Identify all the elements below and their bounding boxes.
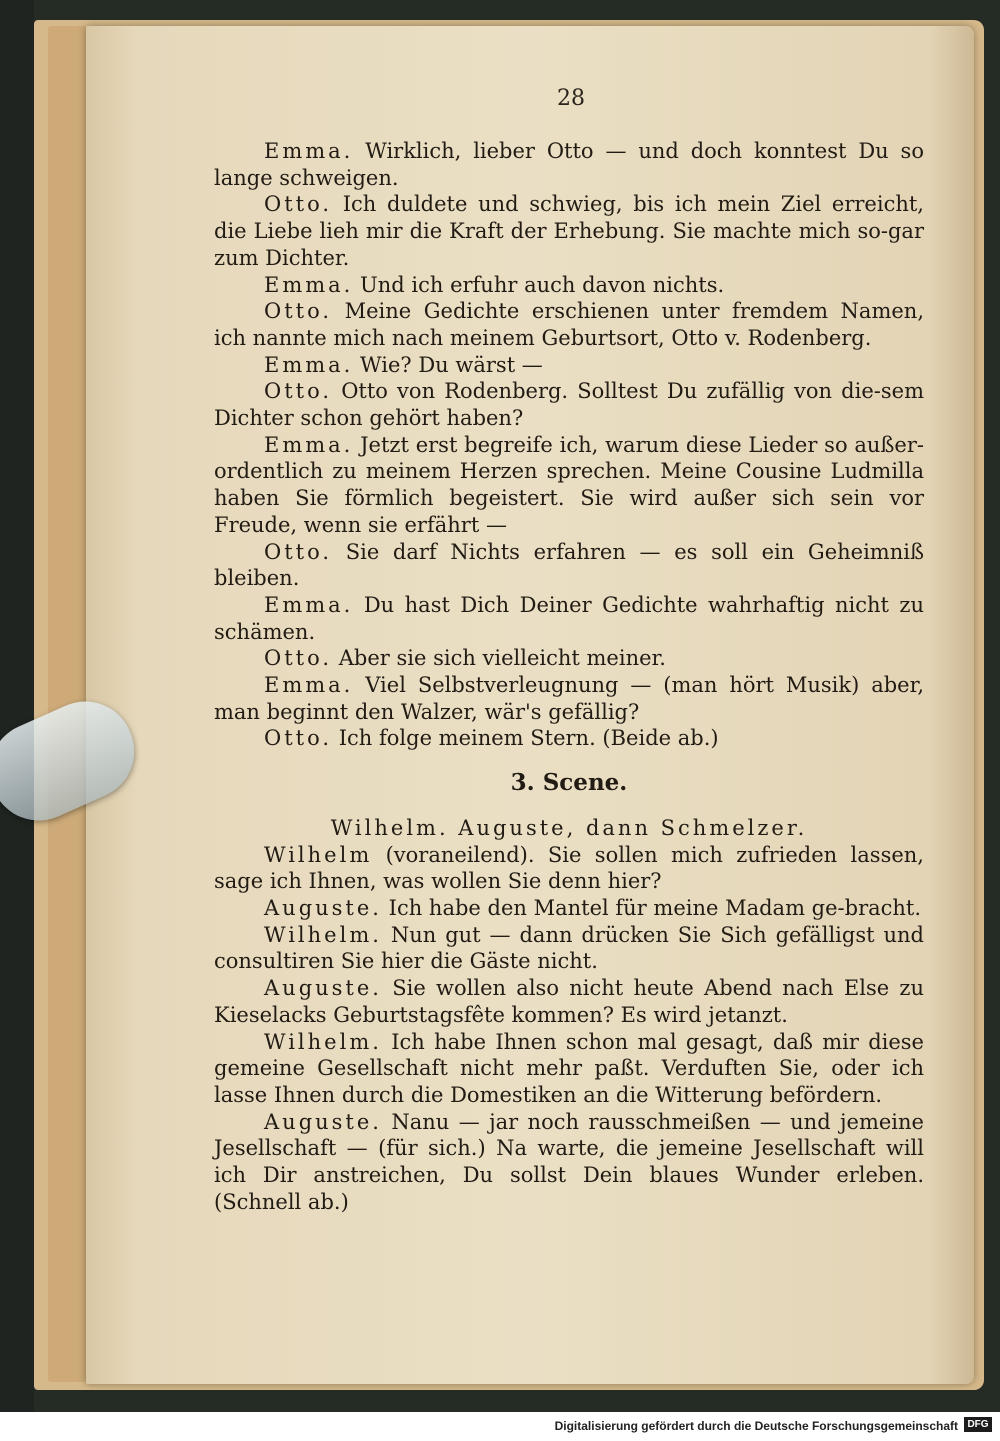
dialogue-line <box>214 432 924 539</box>
scene-heading: 3. Scene. <box>510 769 628 797</box>
dialogue-line <box>214 725 924 752</box>
line-text: Viel Selbstverleugnung — (man hört Musik) aber, man beginnt den Walzer, wär's gefällig? <box>214 673 924 724</box>
speaker: Emma. <box>264 272 354 297</box>
line-text: Ich duldete und schwieg, bis ich mein Ziel erreicht, die Liebe lieh mir die Kraft der Erhebung. Sie machte mich so-gar zum Dichter. <box>214 192 924 270</box>
line-text: Jetzt erst begreife ich, warum diese Lieder so außer-ordentlich zu meinem Herzen sprechen. Meine Cousine Ludmilla haben Sie förmlich begeistert. Sie wird außer sich sein vor Freude, wenn sie erfährt — <box>214 432 924 537</box>
line-text: Ich habe Ihnen schon mal gesagt, daß mir diese gemeine Gesellschaft nicht mehr paßt. Verduften Sie, oder ich lasse Ihnen durch die Domestiken an die Witterung befördern. <box>214 1029 924 1107</box>
line-text: Otto von Rodenberg. Solltest Du zufällig von die-sem Dichter schon gehört haben? <box>214 379 924 431</box>
scene-cast: Wilhelm. Auguste, dann Schmelzer. <box>330 815 808 840</box>
speaker: Auguste. <box>264 976 382 1001</box>
line-text: Und ich erfuhr auch davon nichts. <box>360 272 725 297</box>
dialogue-line <box>214 1029 924 1109</box>
speaker: Wilhelm <box>264 842 373 867</box>
scanner-background <box>0 0 34 1441</box>
line-text: Ich folge meinem Stern. (Beide ab.) <box>338 726 719 751</box>
speaker: Emma. <box>264 432 354 457</box>
speaker: Emma. <box>264 139 354 163</box>
dialogue-line <box>214 378 924 431</box>
speaker: Otto. <box>264 539 333 564</box>
line-text: Aber sie sich vielleicht meiner. <box>338 646 666 671</box>
speaker: Otto. <box>264 192 333 217</box>
line-text: Wirklich, lieber Otto — und doch konntest Du so lange schweigen. <box>214 139 924 190</box>
dialogue-line <box>214 895 924 922</box>
speaker: Otto. <box>264 646 333 671</box>
line-text: Du hast Dich Deiner Gedichte wahrhaftig nicht zu schämen. <box>214 592 924 644</box>
line-text: Nun gut — dann drücken Sie Sich gefälligst und consultiren Sie hier die Gäste nicht. <box>214 922 924 974</box>
dialogue-line <box>214 539 924 592</box>
speaker: Auguste. <box>264 895 382 920</box>
dialogue-line <box>214 138 924 191</box>
line-text: Ich habe den Mantel für meine Madam ge-bracht. <box>388 895 922 920</box>
speaker: Auguste. <box>264 1109 382 1134</box>
speaker: Wilhelm. <box>264 1029 382 1054</box>
page-text <box>214 138 924 1215</box>
line-text: Sie darf Nichts erfahren — es soll ein Geheimniß bleiben. <box>214 539 924 591</box>
dialogue-line <box>214 191 924 271</box>
dialogue-line <box>214 352 924 379</box>
speaker: Emma. <box>264 352 354 377</box>
dialogue-line <box>214 298 924 351</box>
dfg-logo: DFG <box>964 1417 992 1432</box>
dialogue-line <box>214 1109 924 1216</box>
speaker: Otto. <box>264 726 333 751</box>
line-text: Sie wollen also nicht heute Abend nach Else zu Kieselacks Geburtstagsfête kommen? Es wird jetanzt. <box>214 976 924 1027</box>
speaker: Otto. <box>264 299 333 324</box>
line-text: (voraneilend). Sie sollen mich zufrieden lassen, sage ich Ihnen, was wollen Sie denn hier? <box>214 842 924 894</box>
dialogue-line <box>214 922 924 975</box>
dialogue-line <box>214 842 924 895</box>
dialogue-line <box>214 592 924 645</box>
dialogue-line <box>214 672 924 725</box>
line-text: Meine Gedichte erschienen unter fremdem Namen, ich nannte mich nach meinem Geburtsort, Otto v. Rodenberg. <box>214 299 924 350</box>
funding-credit: Digitalisierung gefördert durch die Deutsche Forschungsgemeinschaft <box>554 1419 958 1433</box>
page-number: 28 <box>557 86 585 111</box>
line-text: Wie? Du wärst — <box>360 352 543 377</box>
dialogue-line <box>214 272 924 299</box>
dialogue-line <box>214 975 924 1028</box>
dialogue-line <box>214 645 924 672</box>
line-text: Nanu — jar noch rausschmeißen — und jemeine Jesellschaft — (für sich.) Na warte, die jemeine Jesellschaft will ich Dir anstreichen, Du sollst Dein blaues Wunder erleben. (Schnell ab.) <box>214 1109 924 1214</box>
speaker: Emma. <box>264 592 354 617</box>
speaker: Wilhelm. <box>264 922 382 947</box>
speaker: Emma. <box>264 673 354 698</box>
speaker: Otto. <box>264 379 333 404</box>
